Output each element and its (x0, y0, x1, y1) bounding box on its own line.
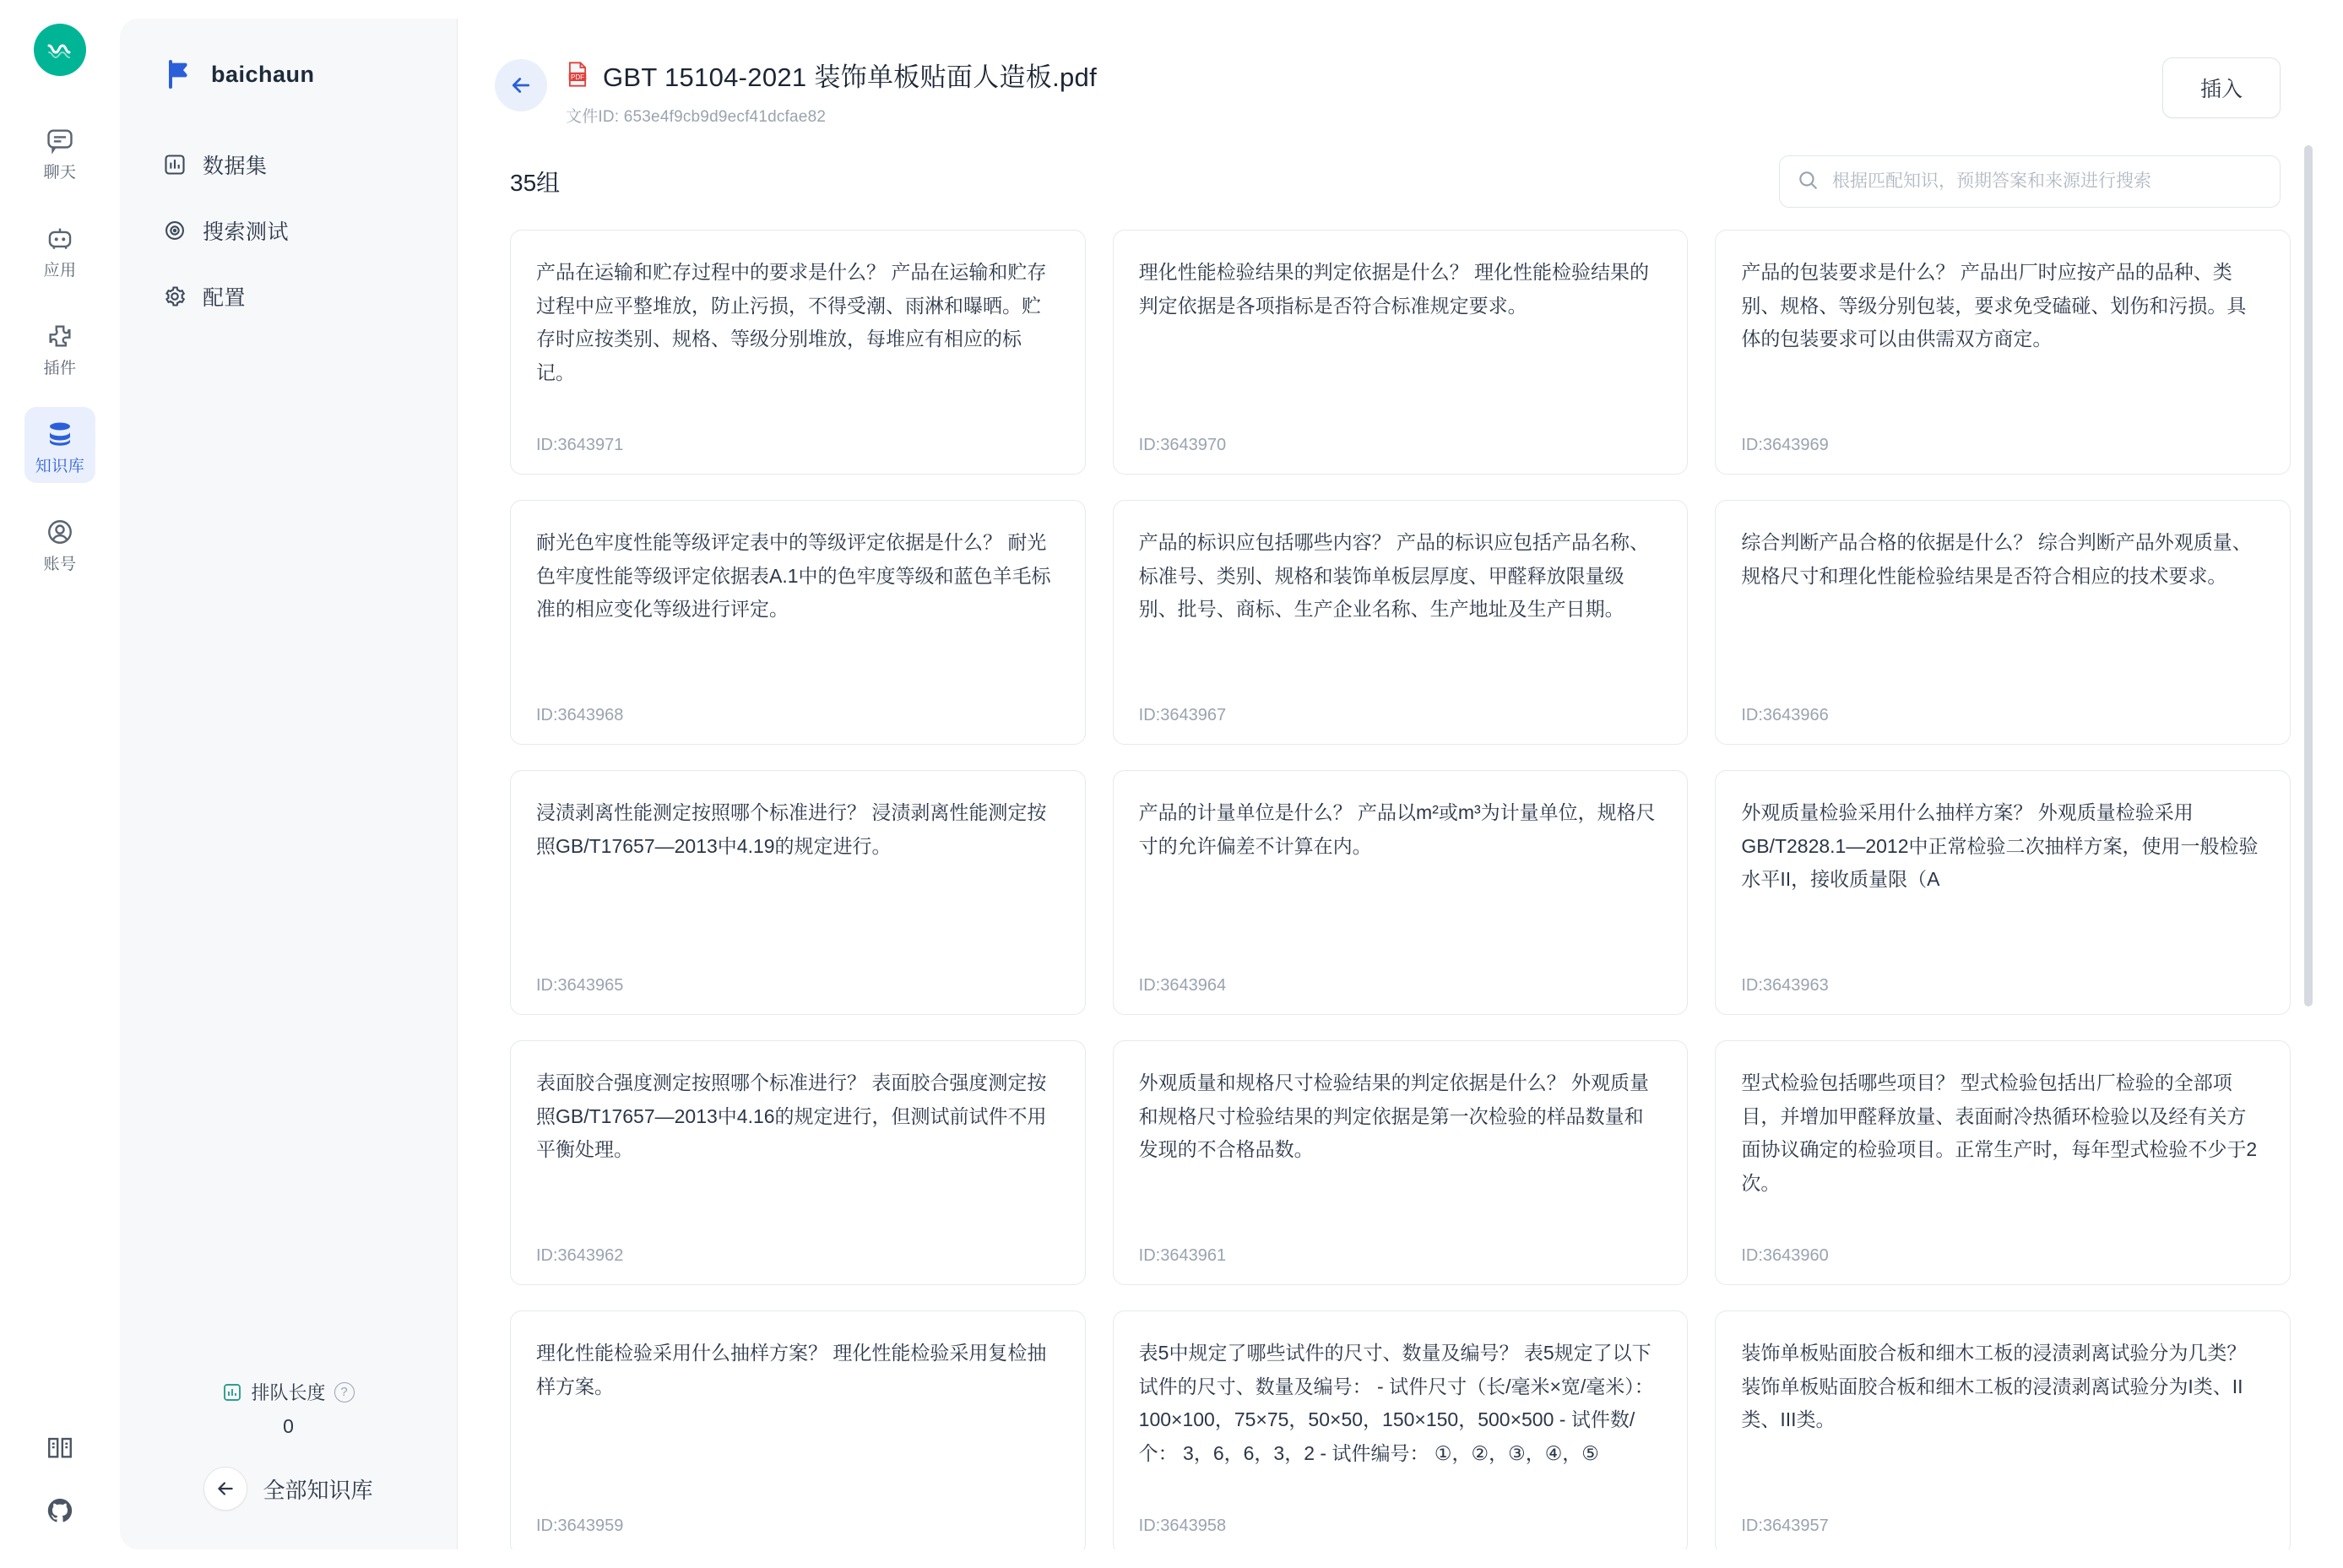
content-header (458, 19, 2324, 144)
pdf-file-icon (566, 61, 591, 90)
card-id: ID:3643970 (1138, 436, 1227, 454)
arrow-left-icon (203, 1467, 247, 1511)
search-input[interactable] (1830, 171, 2263, 193)
card-text: 理化性能检验结果的判定依据是什么？ 理化性能检验结果的判定依据是各项指标是否符合标准规定要求。 (1138, 261, 1650, 317)
search-box[interactable] (1779, 155, 2281, 208)
queue-length-row (222, 1379, 354, 1405)
list-item[interactable] (510, 1040, 1086, 1285)
search-icon (1797, 169, 1819, 195)
card-id: ID:3643966 (1741, 706, 1829, 724)
back-button[interactable] (495, 59, 547, 111)
card-text: 型式检验包括哪些项目？ 型式检验包括出厂检验的全部项目，并增加甲醛释放量、表面耐冷热循环检验以及经有关方面协议确定的检验项目。正常生产时，每年型式检验不少于2次。 (1741, 1072, 2258, 1194)
rail-item-app[interactable] (24, 211, 95, 287)
list-item[interactable] (1715, 1040, 2291, 1285)
plugin-icon (41, 317, 79, 355)
group-count-label: 35组 (510, 170, 561, 196)
target-icon (162, 218, 187, 243)
card-id: ID:3643965 (536, 976, 624, 995)
list-item[interactable] (1715, 1310, 2291, 1549)
card-text: 装饰单板贴面胶合板和细木工板的浸渍剥离试验分为几类？ 装饰单板贴面胶合板和细木工板的浸渍剥离试验分为I类、II类、III类。 (1741, 1342, 2247, 1431)
list-item[interactable] (1113, 1040, 1689, 1285)
card-id: ID:3643957 (1741, 1516, 1829, 1535)
rail-item-plugin-label: 插件 (43, 359, 77, 377)
card-text: 产品的标识应包括哪些内容？ 产品的标识应包括产品名称、标准号、类别、规格和装饰单板层厚度、甲醛释放限量级别、批号、商标、生产企业名称、生产地址及生产日期。 (1138, 531, 1650, 621)
card-id: ID:3643968 (536, 706, 624, 724)
page-title: GBT 15104-2021 装饰单板贴面人造板.pdf (603, 62, 1097, 92)
document-title-block (566, 56, 2162, 127)
file-id-label: 文件ID: 653e4f9cb9d9ecf41dcfae82 (566, 108, 827, 126)
vertical-scrollbar[interactable] (2304, 145, 2313, 1006)
cards-scroll-region (458, 230, 2324, 1549)
robot-icon (41, 220, 79, 257)
card-text: 产品的计量单位是什么？ 产品以m²或m³为计量单位，规格尺寸的允许偏差不计算在内。 (1138, 801, 1656, 857)
card-id: ID:3643960 (1741, 1246, 1829, 1265)
card-text: 外观质量检验采用什么抽样方案？ 外观质量检验采用GB/T2828.1—2012中正常检验二次抽样方案，使用一般检验水平II，接收质量限（A (1741, 801, 2259, 891)
rail-item-chat[interactable] (24, 113, 95, 189)
rail-item-knowledge-base[interactable] (24, 407, 95, 483)
card-id: ID:3643962 (536, 1246, 624, 1265)
all-knowledge-base-label: 全部知识库 (263, 1477, 373, 1503)
list-item[interactable] (1113, 230, 1689, 475)
rail-item-chat-label: 聊天 (43, 164, 77, 182)
gear-icon (162, 284, 187, 309)
card-text: 表5中规定了哪些试件的尺寸、数量及编号？ 表5规定了以下试件的尺寸、数量及编号： - 试件尺寸（长/毫米×宽/毫米）： 100×100，75×75，50×50，150×150，500×500 - 试件数/个： 3，6，6，3，2 - 试件编号： ①，②，③，④，⑤ (1138, 1342, 1654, 1464)
github-icon[interactable] (46, 1496, 74, 1529)
primary-nav-rail (0, 0, 120, 1568)
list-item[interactable] (1715, 770, 2291, 1015)
list-item[interactable] (1113, 1310, 1689, 1549)
flag-logo-icon (160, 56, 198, 93)
card-text: 理化性能检验采用什么抽样方案？ 理化性能检验采用复检抽样方案。 (536, 1342, 1047, 1397)
card-text: 外观质量和规格尺寸检验结果的判定依据是什么？ 外观质量和规格尺寸检验结果的判定依据是第一次检验的样品数量和发现的不合格品数。 (1138, 1072, 1650, 1161)
rail-bottom-group (0, 1433, 120, 1529)
rail-item-account[interactable] (24, 505, 95, 581)
app-logo-icon[interactable] (34, 24, 86, 76)
card-text: 产品在运输和贮存过程中的要求是什么？ 产品在运输和贮存过程中应平整堆放，防止污损，不得受潮、雨淋和曝晒。贮存时应按类别、规格、等级分别堆放，每堆应有相应的标记。 (536, 261, 1047, 383)
list-item[interactable] (1113, 770, 1689, 1015)
sidebar-item-config[interactable] (149, 269, 428, 324)
card-id: ID:3643964 (1138, 976, 1227, 995)
list-item[interactable] (1715, 500, 2291, 745)
card-text: 产品的包装要求是什么？ 产品出厂时应按产品的品种、类别、规格、等级分别包装，要求免受磕碰、划伤和污损。具体的包装要求可以由供需双方商定。 (1741, 261, 2247, 350)
insert-button[interactable]: 插入 (2162, 57, 2281, 118)
queue-length-label: 排队长度 (251, 1382, 326, 1403)
list-item[interactable] (510, 770, 1086, 1015)
sidebar-item-search-test-label: 搜索测试 (203, 220, 290, 244)
card-id: ID:3643967 (1138, 706, 1227, 724)
sidebar-item-search-test[interactable] (149, 203, 428, 258)
main-shell (120, 19, 2324, 1549)
knowledge-cards-grid (510, 230, 2291, 1549)
sidebar-item-dataset-label: 数据集 (203, 155, 268, 178)
brand-name: baichaun (211, 61, 315, 87)
account-icon (41, 513, 79, 551)
list-item[interactable] (1113, 500, 1689, 745)
rail-item-plugin[interactable] (24, 309, 95, 385)
book-icon[interactable] (46, 1433, 74, 1466)
list-item[interactable] (510, 230, 1086, 475)
sidebar-item-dataset[interactable] (149, 137, 428, 193)
queue-chart-icon (222, 1382, 242, 1403)
brand (149, 56, 428, 93)
list-item[interactable] (1715, 230, 2291, 475)
content-toolbar (458, 144, 2324, 230)
card-id: ID:3643963 (1741, 976, 1829, 995)
svg-text:PDF: PDF (571, 73, 584, 81)
card-text: 浸渍剥离性能测定按照哪个标准进行？ 浸渍剥离性能测定按照GB/T17657—2013中4.19的规定进行。 (536, 801, 1047, 857)
card-id: ID:3643971 (536, 436, 624, 454)
card-id: ID:3643958 (1138, 1516, 1227, 1535)
queue-length-value: 0 (283, 1415, 294, 1437)
rail-item-app-label: 应用 (43, 261, 77, 279)
sidebar-item-config-label: 配置 (203, 286, 247, 310)
list-item[interactable] (510, 1310, 1086, 1549)
card-id: ID:3643959 (536, 1516, 624, 1535)
list-item[interactable] (510, 500, 1086, 745)
sidebar-bottom-group (120, 1379, 457, 1511)
card-id: ID:3643961 (1138, 1246, 1227, 1265)
all-knowledge-base-button[interactable] (203, 1467, 372, 1511)
card-id: ID:3643969 (1741, 436, 1829, 454)
database-icon (41, 415, 79, 453)
rail-item-account-label: 账号 (43, 555, 77, 573)
help-icon[interactable]: ? (334, 1382, 355, 1403)
card-text: 表面胶合强度测定按照哪个标准进行？ 表面胶合强度测定按照GB/T17657—2013中4.16的规定进行，但测试前试件不用平衡处理。 (536, 1072, 1047, 1161)
rail-item-knowledge-base-label: 知识库 (35, 457, 85, 475)
card-text: 耐光色牢度性能等级评定表中的等级评定依据是什么？ 耐光色牢度性能等级评定依据表A.1中的色牢度等级和蓝色羊毛标准的相应变化等级进行评定。 (536, 531, 1051, 621)
card-text: 综合判断产品合格的依据是什么？ 综合判断产品外观质量、规格尺寸和理化性能检验结果是否符合相应的技术要求。 (1741, 531, 2252, 587)
chat-icon (41, 122, 79, 159)
secondary-sidebar (120, 19, 458, 1549)
content-area (458, 19, 2324, 1549)
dataset-icon (162, 152, 187, 177)
